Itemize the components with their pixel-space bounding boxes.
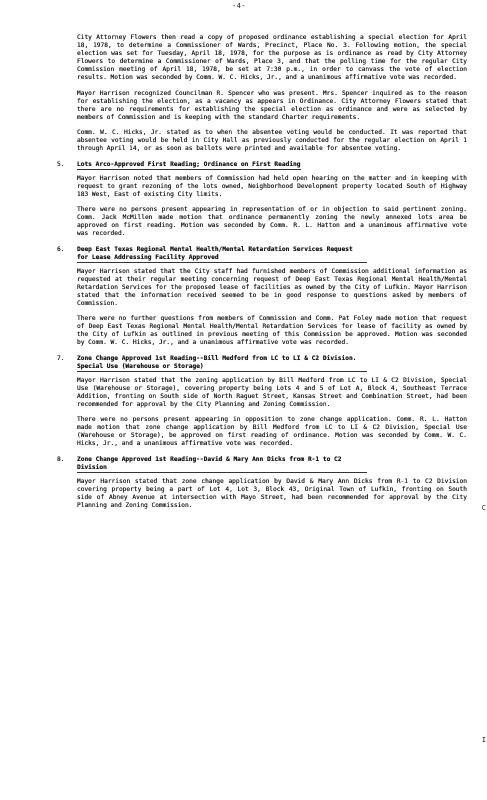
item-title: Zone Change Approved 1st Reading--David & Mary Ann Dicks from R-1 to C2 Division (77, 456, 367, 473)
intro-paragraph: Comm. W. C. Hicks, Jr. stated as to when the absentee voting would be conducted. It was reported that absentee voting would be held in City Hall as previously conducted for the regular election on April 1 through April 14, or as soon as ballots were printed and available for absentee voting. (77, 129, 467, 152)
margin-mark: I (481, 736, 486, 744)
page-number: -4- (232, 2, 247, 10)
item-paragraph: Mayor Harrison noted that members of Commission had held open hearing on the matter and in keeping with request to grant rezoning of the lots owned, Neighborhood Development property located South of Highway 183 West, East of existing City limits. (77, 174, 467, 198)
item-paragraph: There were no persons present appearing in opposition to zone change application. Comm. R. L. Hatton made motion that zone change application by Bill Medford from LC to LI & C2 Division, Special Use (Warehouse or Storage), be approved on first reading of ordinance. Motion was seconded by Comm. W. C. Hicks, Jr., and a unanimous affirmative vote was recorded. (77, 416, 467, 447)
intro-paragraph: City Attorney Flowers then read a copy of proposed ordinance establishing a special election for April 18, 1978, to determine a Commissioner of Wards, Precinct, Place No. 3. Following motion, the special election was set for Tuesday, April 18, 1978, for the purpose as is ordinance as read by City Attorney Flowers to determine a Commissioner of Wards, Place 3, and that the polling time for the regular City Commission meeting of April 18, 1978, be set at 7:30 p.m., in order to canvass the vote of election results. Motion was seconded by Comm. W. C. Hicks, Jr., and a unanimous affirmative vote was recorded. (77, 34, 467, 81)
item-title: Lots Arco-Approved First Reading; Ordinance on First Reading (77, 160, 301, 168)
item-number: 6. (57, 245, 65, 253)
margin-mark: C (481, 504, 486, 512)
item-paragraph: Mayor Harrison stated that zone change application by David & Mary Ann Dicks from R-1 to C2 Division covering property being a part of Lot 4, Lot 3, Block 43, Original Town of Lufkin, fronting on South side of Abney Avenue at intersection with Mayo Street, had been recommended for approval by the City Planning and Zoning Commission. (77, 477, 467, 509)
agenda-item (57, 246, 467, 263)
intro-paragraph: Mayor Harrison recognized Councilman R. Spencer who was present. Mrs. Spencer inquired as to the reason for establishing the election, as a vacancy as appears in Ordinance. City Attorney Flowers stated that there are no requirements for establishing the special election as ordinance and were as selected by members of Commission and is keeping with the standard Charter requirements. (77, 89, 467, 121)
item-number: 8. (57, 455, 65, 463)
item-paragraph: There were no further questions from members of Commission and Comm. Pat Foley made motion that request of Deep East Texas Regional Mental Health/Mental Retardation Services for lease of facility as owned by the City of Lufkin as outlined in previous meeting of this Commission be approved. Motion was seconded by Comm. W. C. Hicks, Jr., and a unanimous affirmative vote was recorded. (77, 315, 467, 346)
item-title: Zone Change Approved 1st Reading--Bill Medford from LC to LI & C2 Division. Special Use (Warehouse or Storage) (77, 355, 367, 372)
item-paragraph: Mayor Harrison stated that the City staff had furnished members of Commission additional information as requested at their regular meeting concerning request of Deep East Texas Regional Mental Health/Mental Retardation Services for the proposed lease of facilities as owned by the City of Lufkin. Mayor Harrison stated that the information received seemed to be in good response to questions asked by members of Commission. (77, 267, 467, 307)
agenda-item (57, 456, 467, 473)
item-title: Deep East Texas Regional Mental Health/Mental Retardation Services Request for Lease Addressing Facility Approved (77, 246, 367, 263)
item-number: 7. (57, 354, 65, 362)
document-body (57, 34, 467, 517)
item-paragraph: Mayor Harrison stated that the zoning application by Bill Medford from LC to LI & C2 Division, Special Use (Warehouse or Storage), covering property being Lots 4 and 5 of Lot A, Block 4, Southeast Terrace Addition, fronting on South side of North Raguet Street, Kansas Street and Combination Street, had been recommended for approval by the City Planning and Zoning Commission. (77, 376, 467, 408)
agenda-item (57, 161, 467, 170)
agenda-item (57, 355, 467, 372)
item-paragraph: There were no persons present appearing in representation of or in objection to said pertinent zoning. Comm. Jack McMillen made motion that ordinance permanently zoning the newly annexed lots area be approved on first reading. Motion was seconded by Comm. R. L. Hatton and a unanimous affirmative vote was recorded. (77, 206, 467, 237)
item-number: 5. (57, 160, 65, 168)
